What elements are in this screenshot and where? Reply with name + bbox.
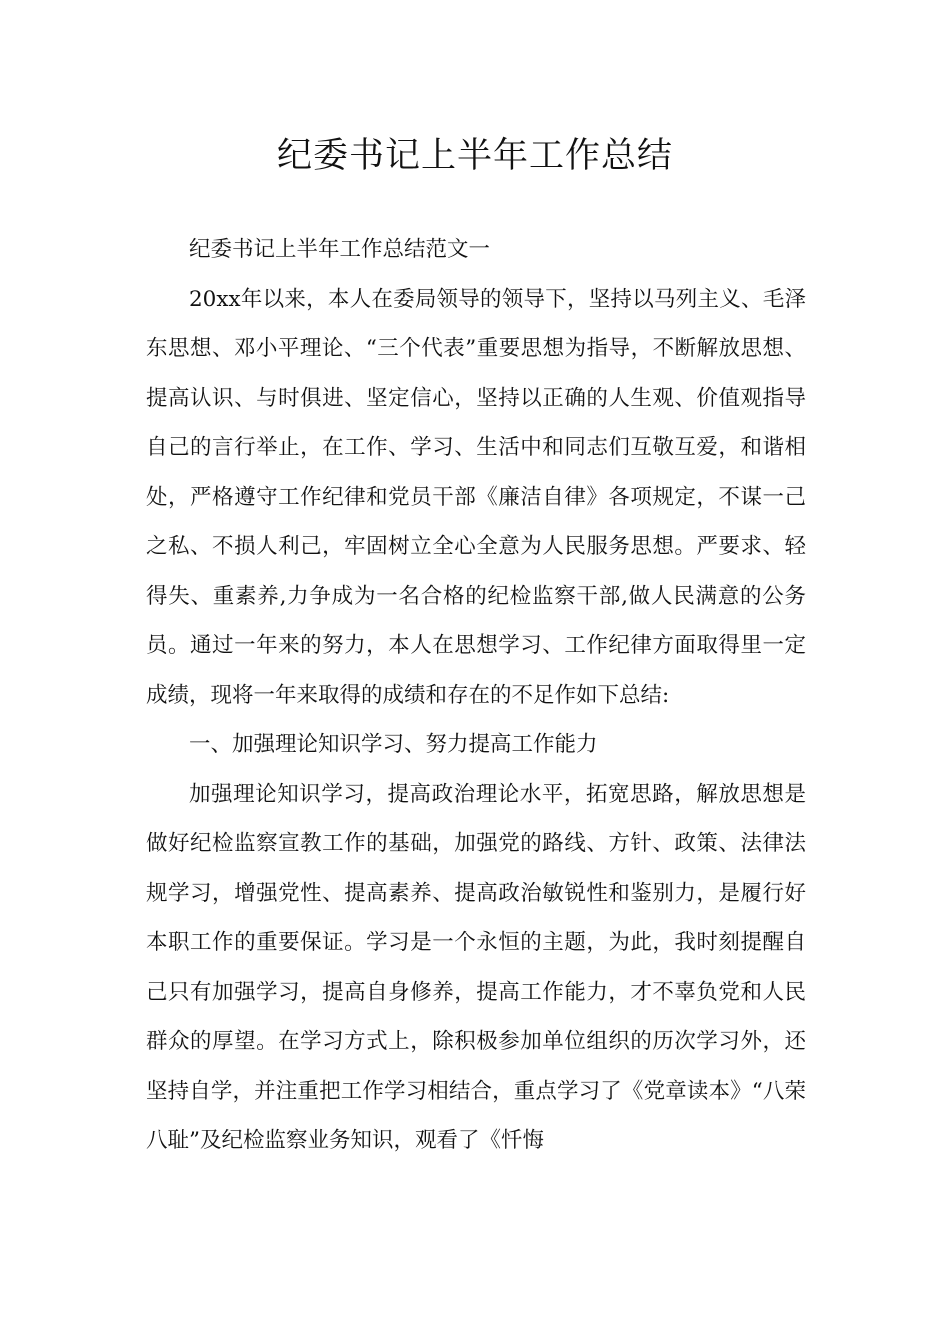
paragraph-section-1: 加强理论知识学习，提高政治理论水平，拓宽思路，解放思想是做好纪检监察宣教工作的基础，加强党的路线、方针、政策、法律法规学习，增强党性、提高素养、提高政治敏锐性和鉴别力，是履行好本职工作的重要保证。学习是一个永恒的主题，为此，我时刻提醒自己只有加强学习，提高自身修养，提高工作能力，才不辜负党和人民群众的厚望。在学习方式上，除积极参加单位组织的历次学习外，还坚持自学，并注重把工作学习相结合，重点学习了《党章读本》“八荣八耻”及纪检监察业务知识，观看了《忏悔 [146,781,806,1153]
paragraph-subtitle: 纪委书记上半年工作总结范文一 [189,237,491,262]
paragraph-intro: 20xx年以来，本人在委局领导的领导下，坚持以马列主义、毛泽东思想、邓小平理论、“三个代表”重要思想为指导，不断解放思想、提高认识、与时俱进、坚定信心，坚持以正确的人生观、价值观指导自己的言行举止，在工作、学习、生活中和同志们互敬互爱，和谐相处，严格遵守工作纪律和党员干部《廉洁自律》各项规定，不谋一己之私、不损人利己，牢固树立全心全意为人民服务思想。严要求、轻得失、重素养,力争成为一名合格的纪检监察干部,做人民满意的公务员。通过一年来的努力，本人在思想学习、工作纪律方面取得里一定成绩，现将一年来取得的成绩和存在的不足作如下总结: [146,286,806,708]
document-title: 纪委书记上半年工作总结 [276,136,673,176]
document-body [146,225,806,1166]
section-heading-1: 一、加强理论知识学习、努力提高工作能力 [189,732,598,757]
